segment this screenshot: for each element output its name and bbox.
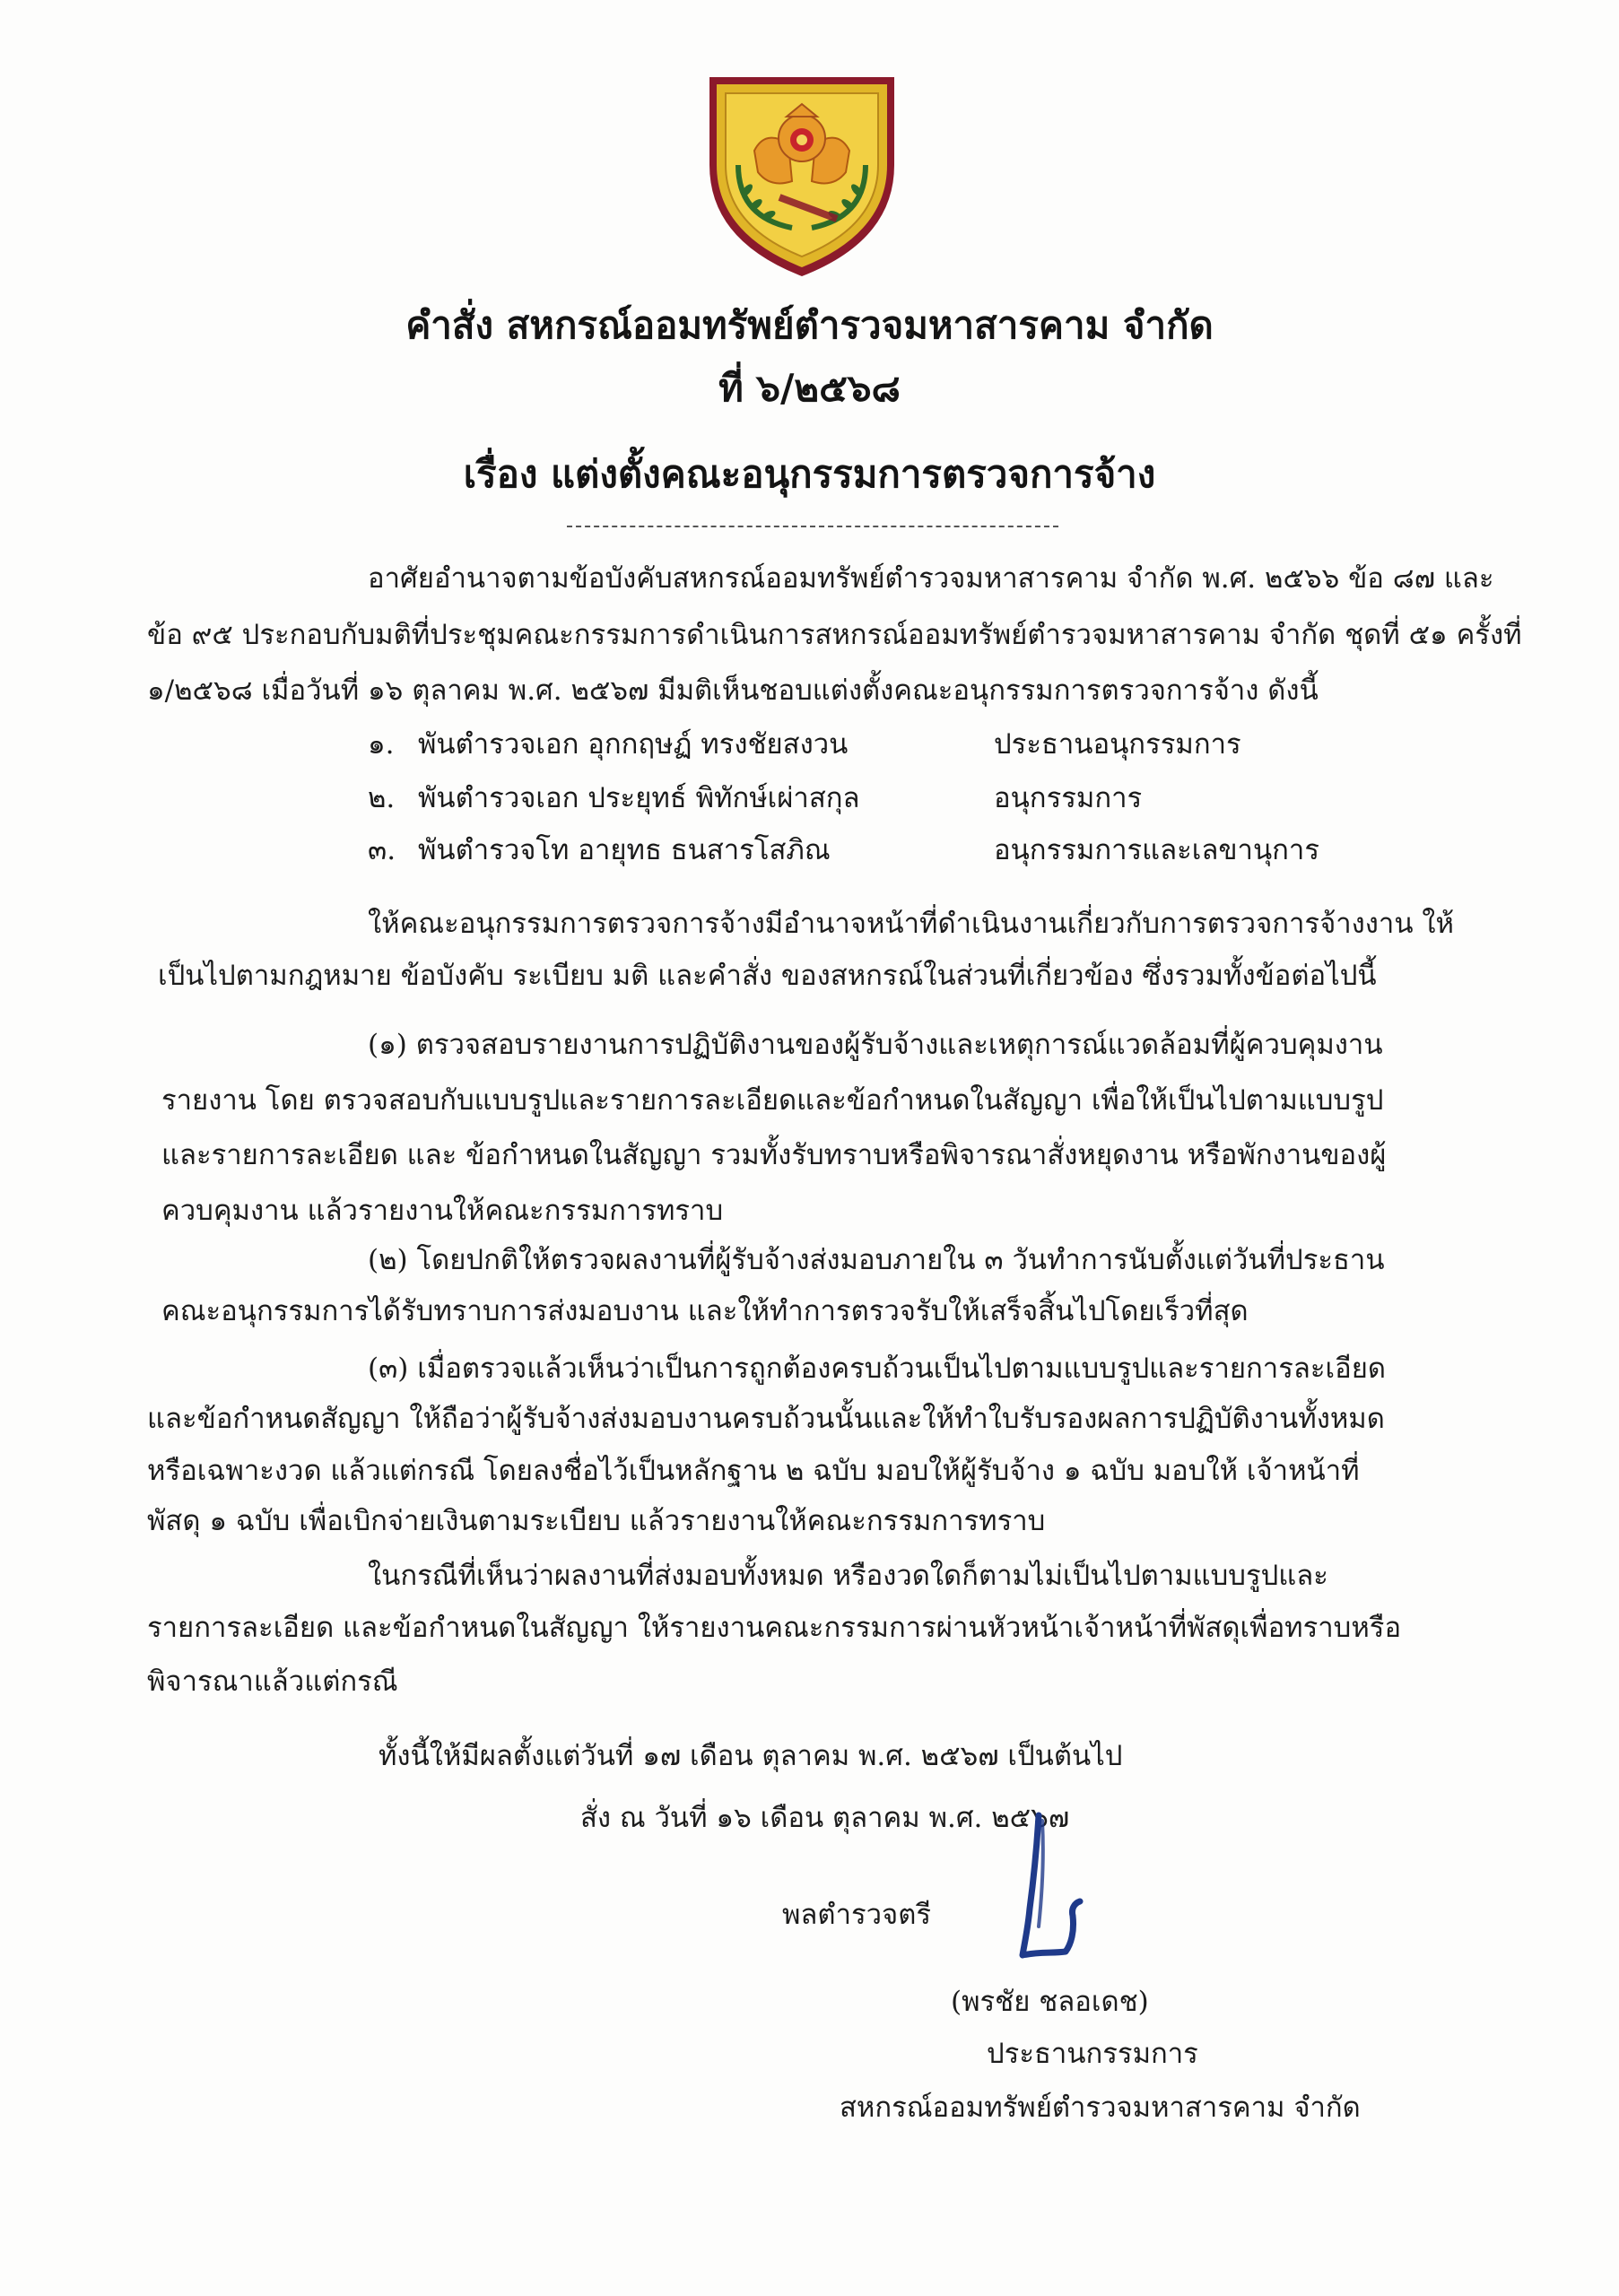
handwritten-signature [1003,1810,1085,1962]
member-number: ๓. [368,834,396,866]
duty-1-line: และรายการละเอียด และ ข้อกำหนดในสัญญา รวมทั้งรับทราบหรือพิจารณาสั่งหยุดงาน หรือพักงานของผู้ [161,1139,1387,1171]
member-name: พันตำรวจเอก อุกกฤษฏ์ ทรงชัยสงวน [418,728,849,761]
duty-3-line: หรือเฉพาะงวด แล้วแต่กรณี โดยลงชื่อไว้เป็นหลักฐาน ๒ ฉบับ มอบให้ผู้รับจ้าง ๑ ฉบับ มอบให้ เจ้าหน้าที่ [147,1455,1360,1487]
order-title: คำสั่ง สหกรณ์ออมทรัพย์ตำรวจมหาสารคาม จำกัด [405,303,1214,347]
duty-3-line: (๓) เมื่อตรวจแล้วเห็นว่าเป็นการถูกต้องครบถ้วนเป็นไปตามแบบรูปและรายการละเอียด [368,1352,1387,1385]
member-role: อนุกรรมการและเลขานุการ [994,834,1319,866]
signer-organization: สหกรณ์ออมทรัพย์ตำรวจมหาสารคาม จำกัด [840,2092,1361,2124]
header-divider [567,526,1058,527]
duty-3-line: พัสดุ ๑ ฉบับ เพื่อเบิกจ่ายเงินตามระเบียบ แล้วรายงานให้คณะกรรมการทราบ [147,1505,1046,1537]
member-name: พันตำรวจโท อายุทธ ธนสารโสภิณ [418,834,831,866]
member-role: ประธานอนุกรรมการ [994,728,1241,761]
effective-date: ทั้งนี้ให้มีผลตั้งแต่วันที่ ๑๗ เดือน ตุลาคม พ.ศ. ๒๕๖๗ เป็นต้นไป [379,1740,1123,1772]
duty-1-line: รายงาน โดย ตรวจสอบกับแบบรูปและรายการละเอียดและข้อกำหนดในสัญญา เพื่อให้เป็นไปตามแบบรูป [161,1084,1384,1117]
cooperative-emblem [702,65,901,283]
duties-intro-line: เป็นไปตามกฎหมาย ข้อบังคับ ระเบียบ มติ และคำสั่ง ของสหกรณ์ในส่วนที่เกี่ยวข้อง ซึ่งรวมทั้งข้อต่อไปนี้ [158,960,1377,992]
duty-3-line: และข้อกำหนดสัญญา ให้ถือว่าผู้รับจ้างส่งมอบงานครบถ้วนนั้นและให้ทำใบรับรองผลการปฏิบัติงานทั้งหมด [147,1403,1385,1435]
duty-1-line: (๑) ตรวจสอบรายงานการปฏิบัติงานของผู้รับจ้างและเหตุการณ์แวดล้อมที่ผู้ควบคุมงาน [368,1029,1383,1061]
preamble-line: ๑/๒๕๖๘ เมื่อวันที่ ๑๖ ตุลาคม พ.ศ. ๒๕๖๗ มีมติเห็นชอบแต่งตั้งคณะอนุกรรมการตรวจการจ้าง ดังนี้ [147,674,1319,707]
exception-line: พิจารณาแล้วแต่กรณี [147,1665,398,1698]
member-number: ๑. [368,728,395,761]
preamble-line: ข้อ ๙๕ ประกอบกับมติที่ประชุมคณะกรรมการดำเนินการสหกรณ์ออมทรัพย์ตำรวจมหาสารคาม จำกัด ชุดที่ ๕๑ ครั้งที่ [147,619,1522,651]
duty-1-line: ควบคุมงาน แล้วรายงานให้คณะกรรมการทราบ [161,1195,724,1227]
signer-rank: พลตำรวจตรี [782,1899,931,1931]
order-subject: เรื่อง แต่งตั้งคณะอนุกรรมการตรวจการจ้าง [463,452,1156,496]
signer-position: ประธานกรรมการ [987,2038,1198,2070]
duty-2-line: (๒) โดยปกติให้ตรวจผลงานที่ผู้รับจ้างส่งมอบภายใน ๓ วันทำการนับตั้งแต่วันที่ประธาน [368,1244,1385,1276]
member-number: ๒. [368,782,396,814]
member-role: อนุกรรมการ [994,782,1143,814]
duty-2-line: คณะอนุกรรมการได้รับทราบการส่งมอบงาน และให้ทำการตรวจรับให้เสร็จสิ้นไปโดยเร็วที่สุด [161,1295,1249,1327]
order-date: สั่ง ณ วันที่ ๑๖ เดือน ตุลาคม พ.ศ. ๒๕๖๗ [580,1802,1070,1834]
member-name: พันตำรวจเอก ประยุทธ์ พิทักษ์เผ่าสกุล [418,782,860,814]
exception-line: ในกรณีที่เห็นว่าผลงานที่ส่งมอบทั้งหมด หรืองวดใดก็ตามไม่เป็นไปตามแบบรูปและ [368,1560,1328,1592]
preamble-line: อาศัยอำนาจตามข้อบังคับสหกรณ์ออมทรัพย์ตำรวจมหาสารคาม จำกัด พ.ศ. ๒๕๖๖ ข้อ ๘๗ และ [368,562,1494,595]
duties-intro-line: ให้คณะอนุกรรมการตรวจการจ้างมีอำนาจหน้าที่ดำเนินงานเกี่ยวกับการตรวจการจ้างงาน ให้ [368,908,1454,940]
signer-name: (พรชัย ชลอเดช) [951,1986,1149,2018]
order-number: ที่ ๖/๒๕๖๘ [718,366,901,410]
exception-line: รายการละเอียด และข้อกำหนดในสัญญา ให้รายงานคณะกรรมการผ่านหัวหน้าเจ้าหน้าที่พัสดุเพื่อทราบหรือ [147,1612,1402,1644]
